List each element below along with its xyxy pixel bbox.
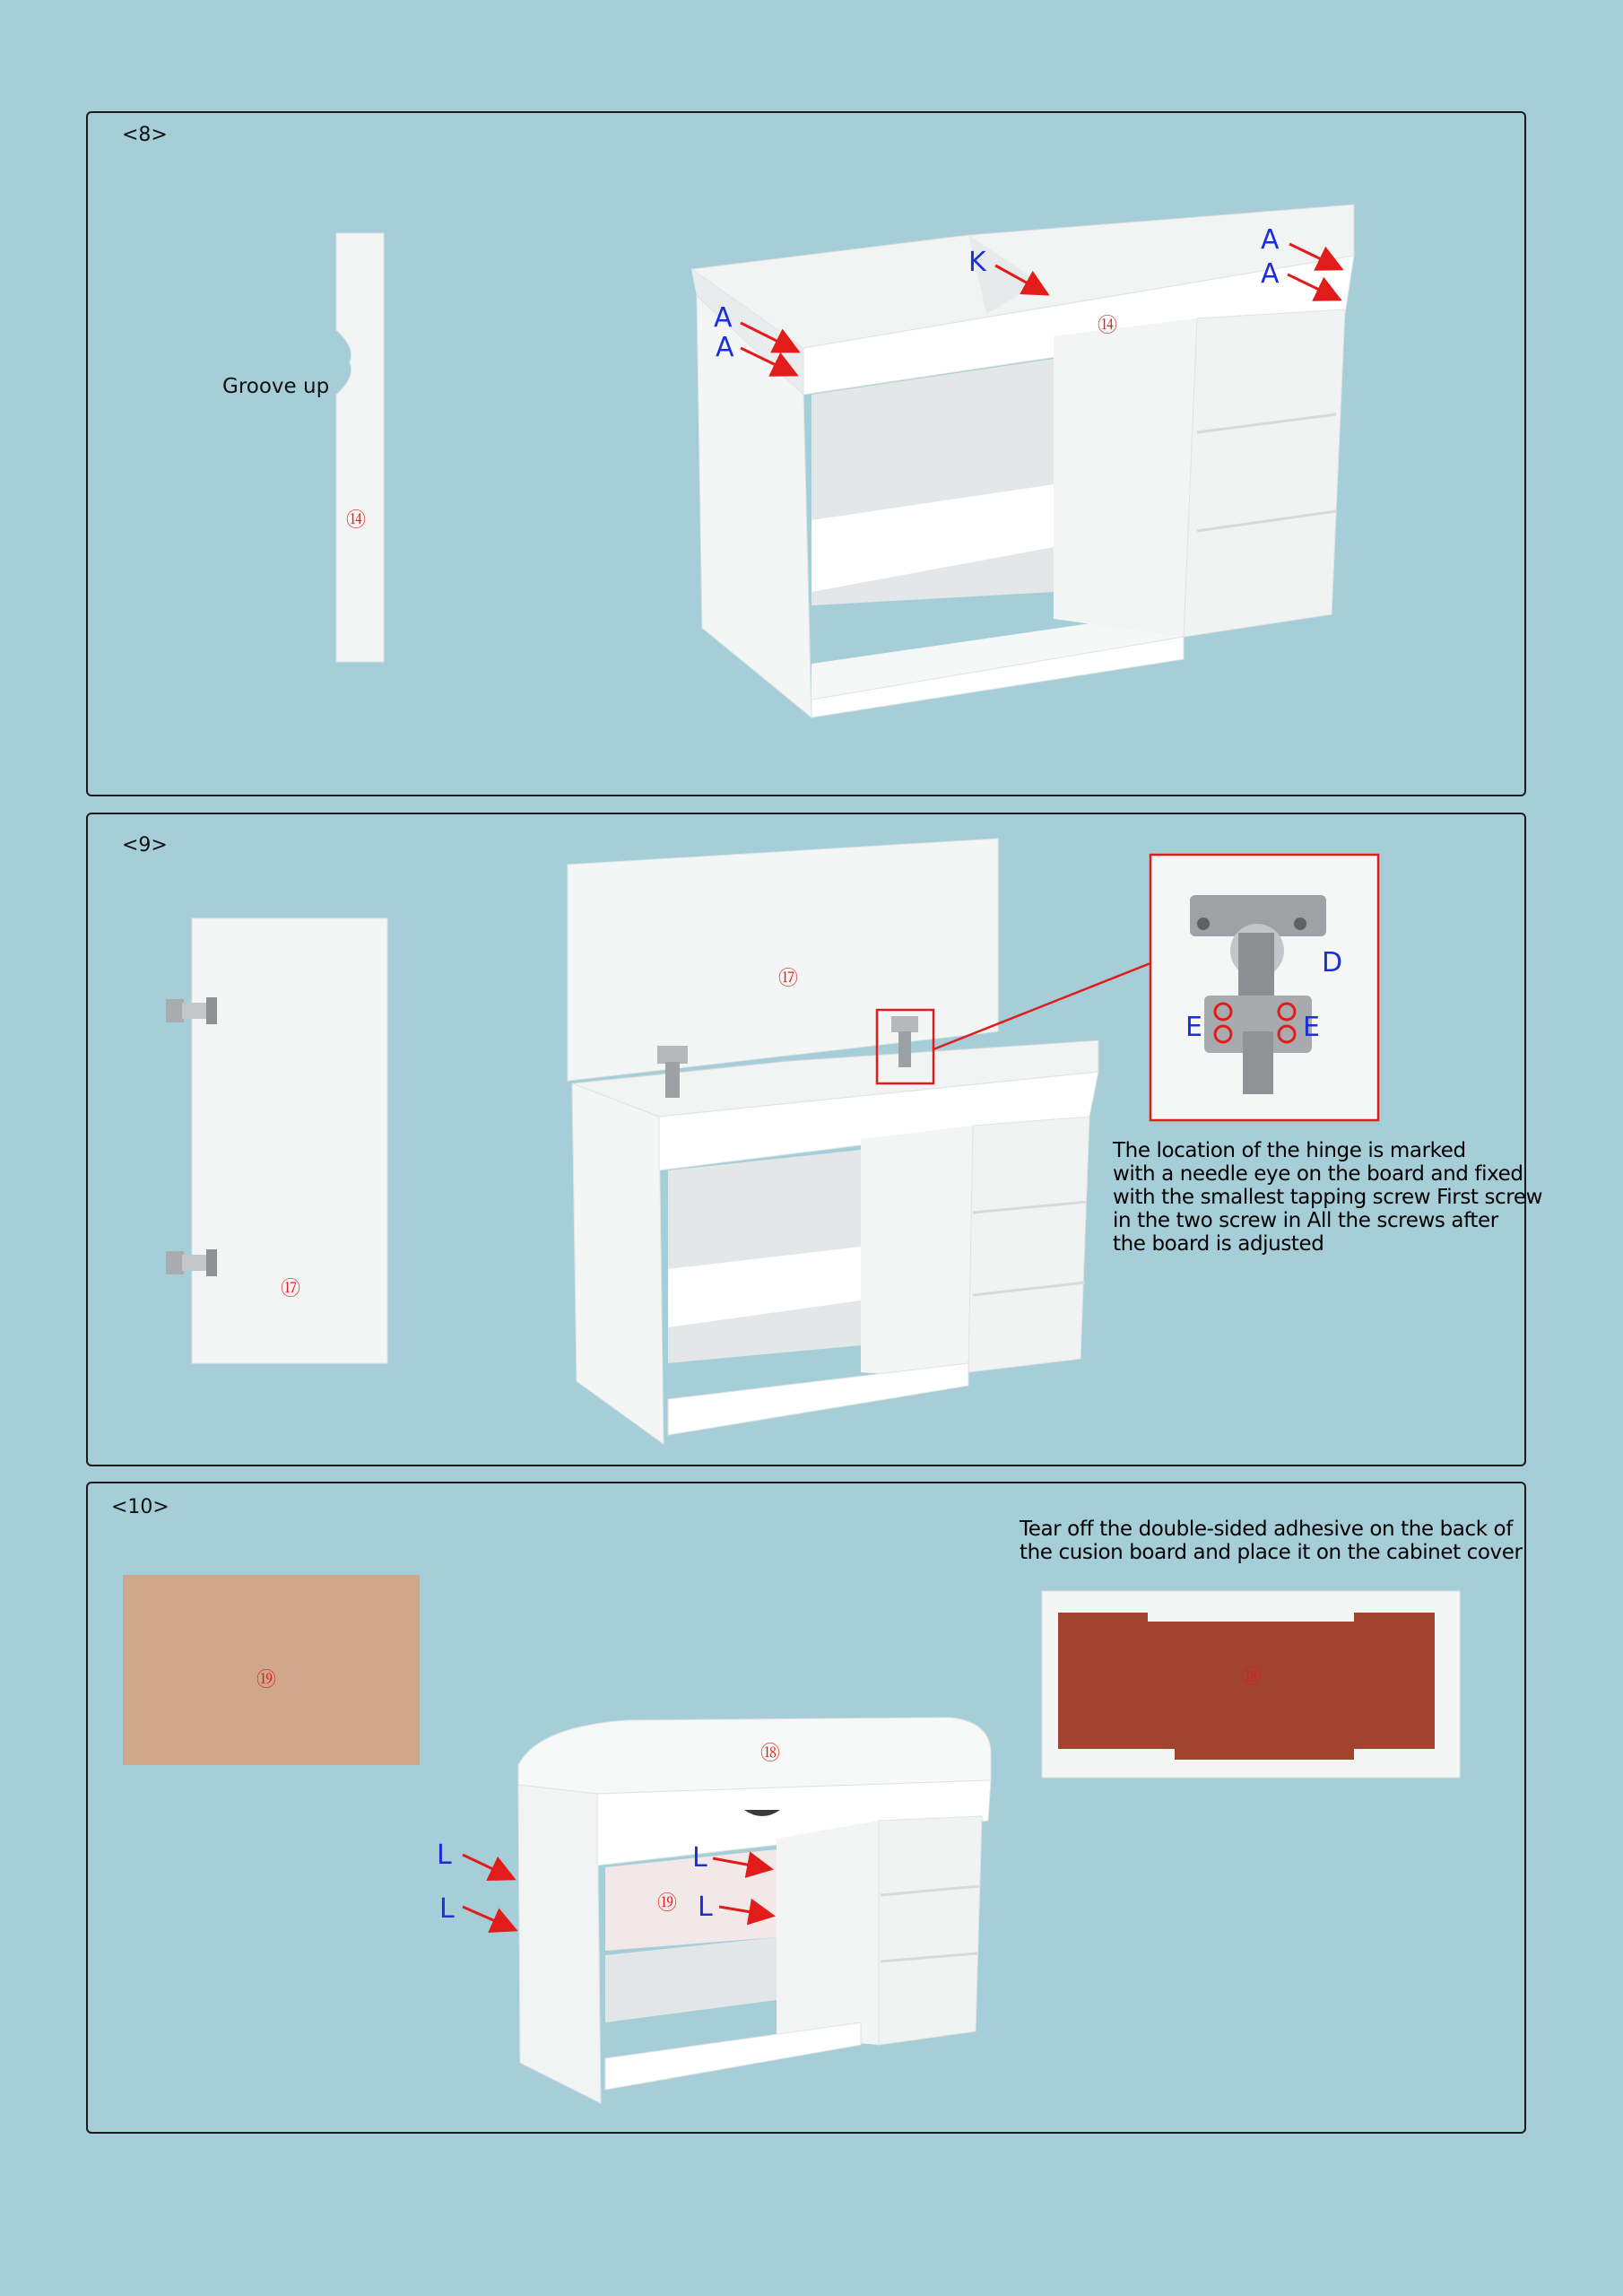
letter-a1: A xyxy=(714,302,733,334)
panel-14-board xyxy=(336,233,384,662)
step-9-label: <9> xyxy=(122,834,168,857)
letter-d: D xyxy=(1322,947,1343,978)
back-panel-19-number: ⑲ xyxy=(256,1669,277,1692)
letter-l2: L xyxy=(439,1893,455,1925)
lid-17-number: ⑰ xyxy=(778,968,799,990)
door-17-number: ⑰ xyxy=(281,1278,301,1300)
letter-a4: A xyxy=(1261,258,1280,290)
hinge-instructions-line: The location of the hinge is marked xyxy=(1113,1139,1466,1162)
letter-e2: E xyxy=(1303,1012,1320,1043)
hinge-instructions xyxy=(1113,1139,1542,1256)
panel-14-number: ⑭ xyxy=(346,509,367,532)
panel-14-label-on-cabinet: ⑭ xyxy=(1098,315,1118,337)
cushion-instructions-line: the cusion board and place it on the cabinet cover xyxy=(1020,1541,1523,1564)
hinge-instructions-line: with a needle eye on the board and fixed xyxy=(1113,1162,1523,1186)
letter-a3: A xyxy=(1261,224,1280,256)
letter-l3: L xyxy=(692,1842,707,1874)
letter-e1: E xyxy=(1185,1012,1202,1043)
step-8-label: <8> xyxy=(122,124,168,146)
step-10-panel xyxy=(86,1482,1526,2134)
letter-k: K xyxy=(968,247,986,278)
cushion-instructions xyxy=(1020,1518,1523,1564)
groove-up-text: Groove up xyxy=(222,375,330,398)
hinge-instructions-line: in the two screw in All the screws after xyxy=(1113,1209,1498,1232)
hinge-instructions-line: the board is adjusted xyxy=(1113,1232,1324,1256)
cushion-instructions-line: Tear off the double-sided adhesive on the back of xyxy=(1020,1518,1513,1541)
cushion-back-18-number: ⑱ xyxy=(1241,1666,1262,1689)
step-10-label: <10> xyxy=(111,1496,169,1518)
letter-a2: A xyxy=(716,332,734,363)
letter-l4: L xyxy=(698,1892,713,1923)
cushion-18-number: ⑱ xyxy=(760,1743,781,1765)
inner-19-number: ⑲ xyxy=(657,1892,678,1915)
letter-l1: L xyxy=(437,1839,452,1871)
hinge-instructions-line: with the smallest tapping screw First screw xyxy=(1113,1186,1542,1209)
